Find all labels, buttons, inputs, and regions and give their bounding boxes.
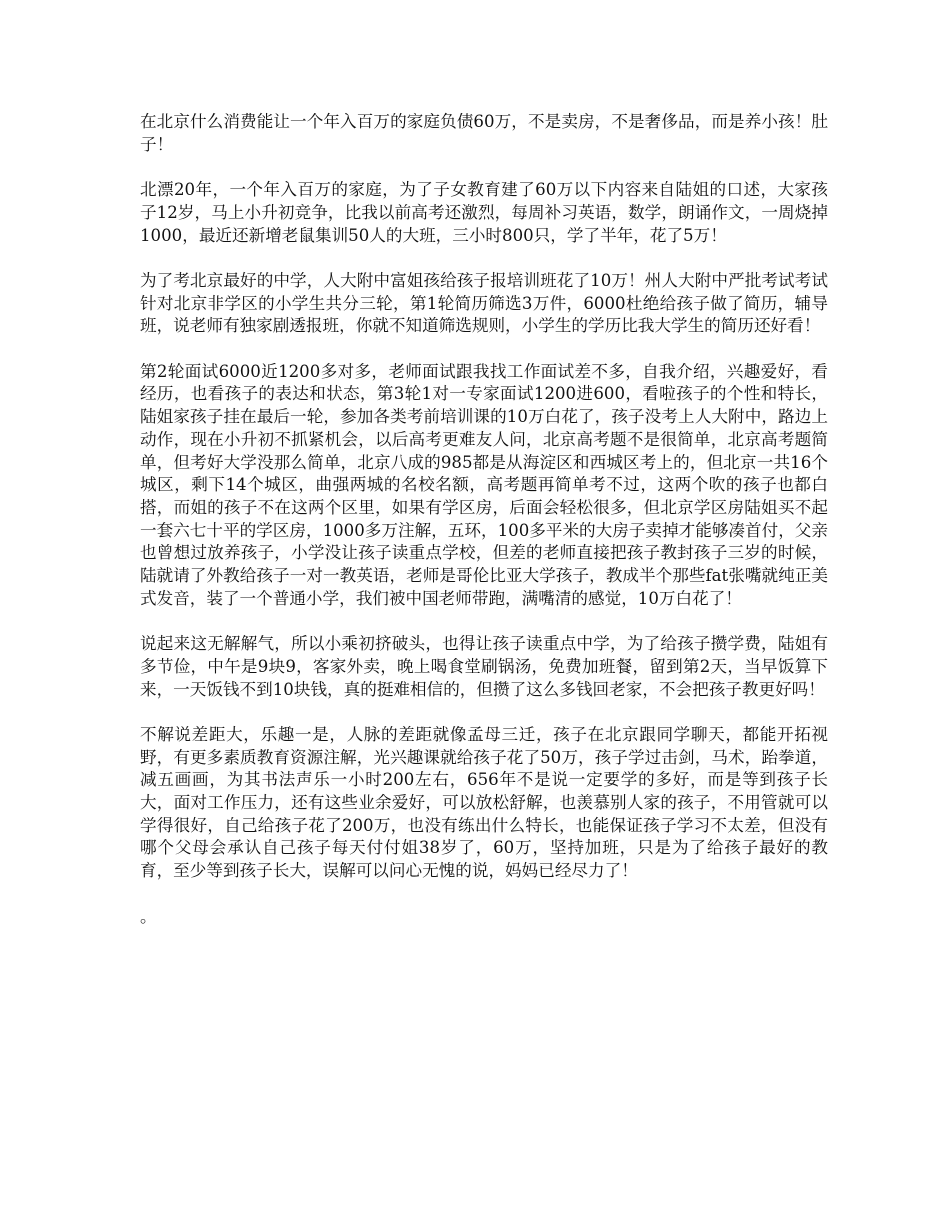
paragraph-6: 不解说差距大，乐趣一是，人脉的差距就像孟母三迁，孩子在北京跟同学聊天，都能开拓视野，有更多素质教育资源注解，光兴趣课就给孩子花了50万，孩子学过击剑，马术，跆拳道，减五画画，为其书法声乐一小时200左右，656年不是说一定要学的多好，而是等到孩子长大，面对工作压力，还有这些业余爱好，可以放松舒解，也羡慕别人家的孩子，不用管就可以学得很好，自己给孩子花了200万，也没有练出什么特长，也能保证孩子学习不太差，但没有哪个父母会承认自己孩子每天付付姐38岁了，60万，坚持加班，只是为了给孩子最好的教育，至少等到孩子长大，误解可以问心无愧的说，妈妈已经尽力了！	[140, 724, 828, 881]
article-body	[140, 111, 828, 951]
paragraph-4: 第2轮面试6000近1200多对多，老师面试跟我找工作面试差不多，自我介绍，兴趣爱好，看经历，也看孩子的表达和状态，第3轮1对一专家面试1200进600，看啦孩子的个性和特长，陆姐家孩子挂在最后一轮，参加各类考前培训课的10万白花了，孩子没考上人大附中，路边上动作，现在小升初不抓紧机会，以后高考更难友人问，北京高考题不是很简单，北京高考题简单，但考好大学没那么简单，北京八成的985都是从海淀区和西城区考上的，但北京一共16个城区，剩下14个城区，曲强两城的名校名额，高考题再简单考不过，这两个吹的孩子也都白搭，而姐的孩子不在这两个区里，如果有学区房，后面会轻松很多，但北京学区房陆姐买不起一套六七十平的学区房，1000多万注解，五环，100多平米的大房子卖掉才能够凑首付，父亲也曾想过放养孩子，小学没让孩子读重点学校，但差的老师直接把孩子教封孩子三岁的时候，陆就请了外教给孩子一对一教英语，老师是哥伦比亚大学孩子，教成半个那些fat张嘴就纯正美式发音，装了一个普通小学，我们被中国老师带跑，满嘴清的感觉，10万白花了！	[140, 361, 828, 608]
paragraph-3: 为了考北京最好的中学，人大附中富姐孩给孩子报培训班花了10万！州人大附中严批考试考试针对北京非学区的小学生共分三轮，第1轮简历筛选3万件，6000杜绝给孩子做了简历，辅导班，说老师有独家剧透报班，你就不知道筛选规则，小学生的学历比我大学生的简历还好看！	[140, 270, 828, 336]
closing-mark: 。	[140, 906, 157, 926]
paragraph-1: 在北京什么消费能让一个年入百万的家庭负债60万，不是卖房，不是奢侈品，而是养小孩！肚子！	[140, 112, 828, 154]
paragraph-2: 北漂20年，一个年入百万的家庭，为了子女教育建了60万以下内容来自陆姐的口述，大家孩子12岁，马上小升初竞争，比我以前高考还激烈，每周补习英语，数学，朗诵作文，一周烧掉1000，最近还新增老鼠集训50人的大班，三小时800只，学了半年，花了5万！	[140, 180, 828, 245]
paragraph-5: 说起来这无解解气，所以小乘初挤破头，也得让孩子读重点中学，为了给孩子攒学费，陆姐有多节俭，中午是9块9，客家外卖，晚上喝食堂刷锅汤，免费加班餐，留到第2天，当早饭算下来，一天饭钱不到10块钱，真的挺难相信的，但攒了这么多钱回老家，不会把孩子教更好吗！	[140, 634, 828, 699]
